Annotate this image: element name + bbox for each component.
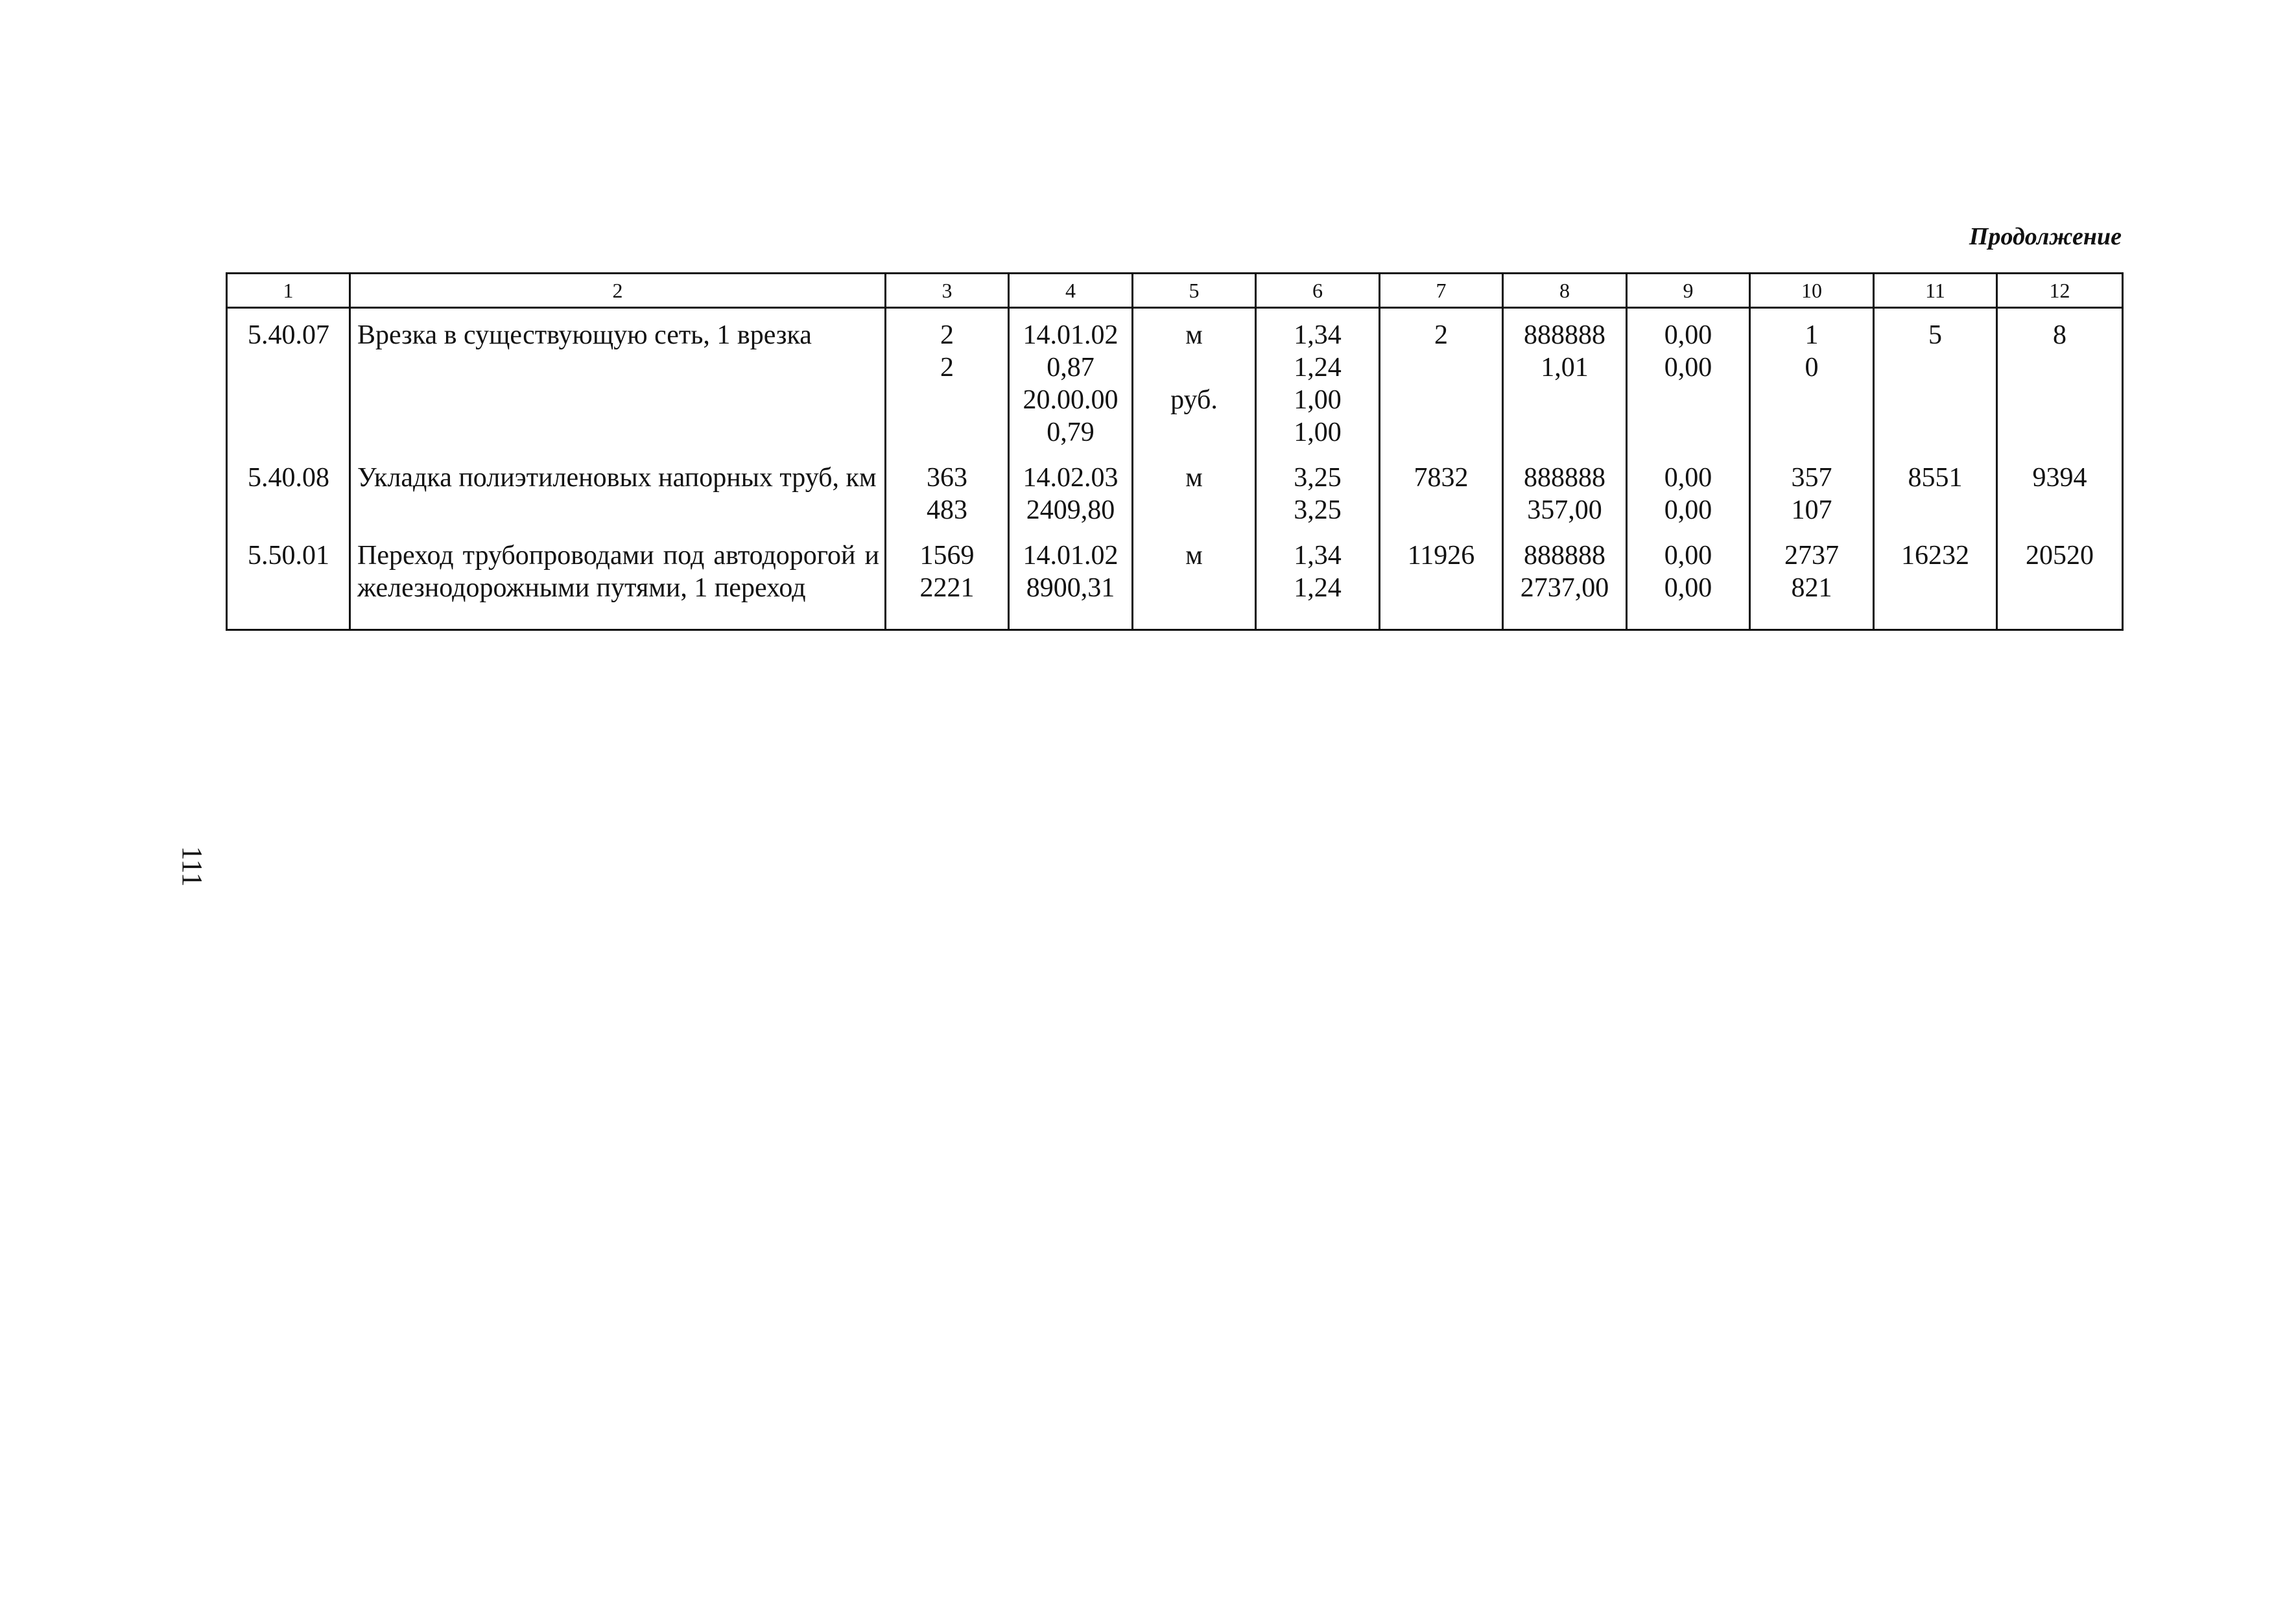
cell-col-5: м [1133, 526, 1256, 630]
table-row [227, 526, 2123, 630]
column-header: 9 [1627, 274, 1750, 308]
column-header: 11 [1874, 274, 1997, 308]
cell-col-11: 8551 [1874, 449, 1997, 526]
cell-col-12: 20520 [1997, 526, 2123, 630]
estimate-table [226, 272, 2124, 631]
cell-col-5: м руб. [1133, 308, 1256, 449]
cell-col-6: 1,34 1,24 1,00 1,00 [1256, 308, 1380, 449]
column-number-row [227, 274, 2123, 308]
cell-col-10: 357 107 [1750, 449, 1874, 526]
cell-col-12: 9394 [1997, 449, 2123, 526]
cell-col-3: 363 483 [886, 449, 1009, 526]
cell-col-7: 7832 [1380, 449, 1503, 526]
cell-col-9: 0,00 0,00 [1627, 526, 1750, 630]
item-code: 5.40.07 [227, 308, 350, 449]
item-code: 5.40.08 [227, 449, 350, 526]
continuation-label: Продолжение [1969, 223, 2122, 250]
column-header: 7 [1380, 274, 1503, 308]
table-row [227, 308, 2123, 449]
cell-col-8: 888888 357,00 [1503, 449, 1627, 526]
cell-col-7: 2 [1380, 308, 1503, 449]
cell-col-4: 14.01.02 0,87 20.00.00 0,79 [1009, 308, 1133, 449]
column-header: 2 [350, 274, 886, 308]
cell-col-10: 1 0 [1750, 308, 1874, 449]
cell-col-4: 14.01.02 8900,31 [1009, 526, 1133, 630]
cell-col-9: 0,00 0,00 [1627, 449, 1750, 526]
item-name: Укладка полиэтиленовых напорных труб, км [350, 449, 886, 526]
cell-col-6: 3,25 3,25 [1256, 449, 1380, 526]
cell-col-3: 2 2 [886, 308, 1009, 449]
column-header: 1 [227, 274, 350, 308]
cell-col-11: 16232 [1874, 526, 1997, 630]
table-row [227, 449, 2123, 526]
column-header: 4 [1009, 274, 1133, 308]
column-header: 10 [1750, 274, 1874, 308]
page-number: 111 [176, 846, 208, 887]
cell-col-8: 888888 2737,00 [1503, 526, 1627, 630]
cell-col-3: 1569 2221 [886, 526, 1009, 630]
cell-col-9: 0,00 0,00 [1627, 308, 1750, 449]
cell-col-4: 14.02.03 2409,80 [1009, 449, 1133, 526]
cell-col-11: 5 [1874, 308, 1997, 449]
column-header: 5 [1133, 274, 1256, 308]
cell-col-6: 1,34 1,24 [1256, 526, 1380, 630]
cell-col-10: 2737 821 [1750, 526, 1874, 630]
cell-col-12: 8 [1997, 308, 2123, 449]
cell-col-8: 888888 1,01 [1503, 308, 1627, 449]
column-header: 3 [886, 274, 1009, 308]
cell-col-7: 11926 [1380, 526, 1503, 630]
column-header: 12 [1997, 274, 2123, 308]
column-header: 6 [1256, 274, 1380, 308]
item-name: Переход трубопроводами под автодорогой и железнодорожными путями, 1 переход [350, 526, 886, 630]
cell-col-5: м [1133, 449, 1256, 526]
column-header: 8 [1503, 274, 1627, 308]
item-code: 5.50.01 [227, 526, 350, 630]
item-name: Врезка в существующую сеть, 1 врезка [350, 308, 886, 449]
